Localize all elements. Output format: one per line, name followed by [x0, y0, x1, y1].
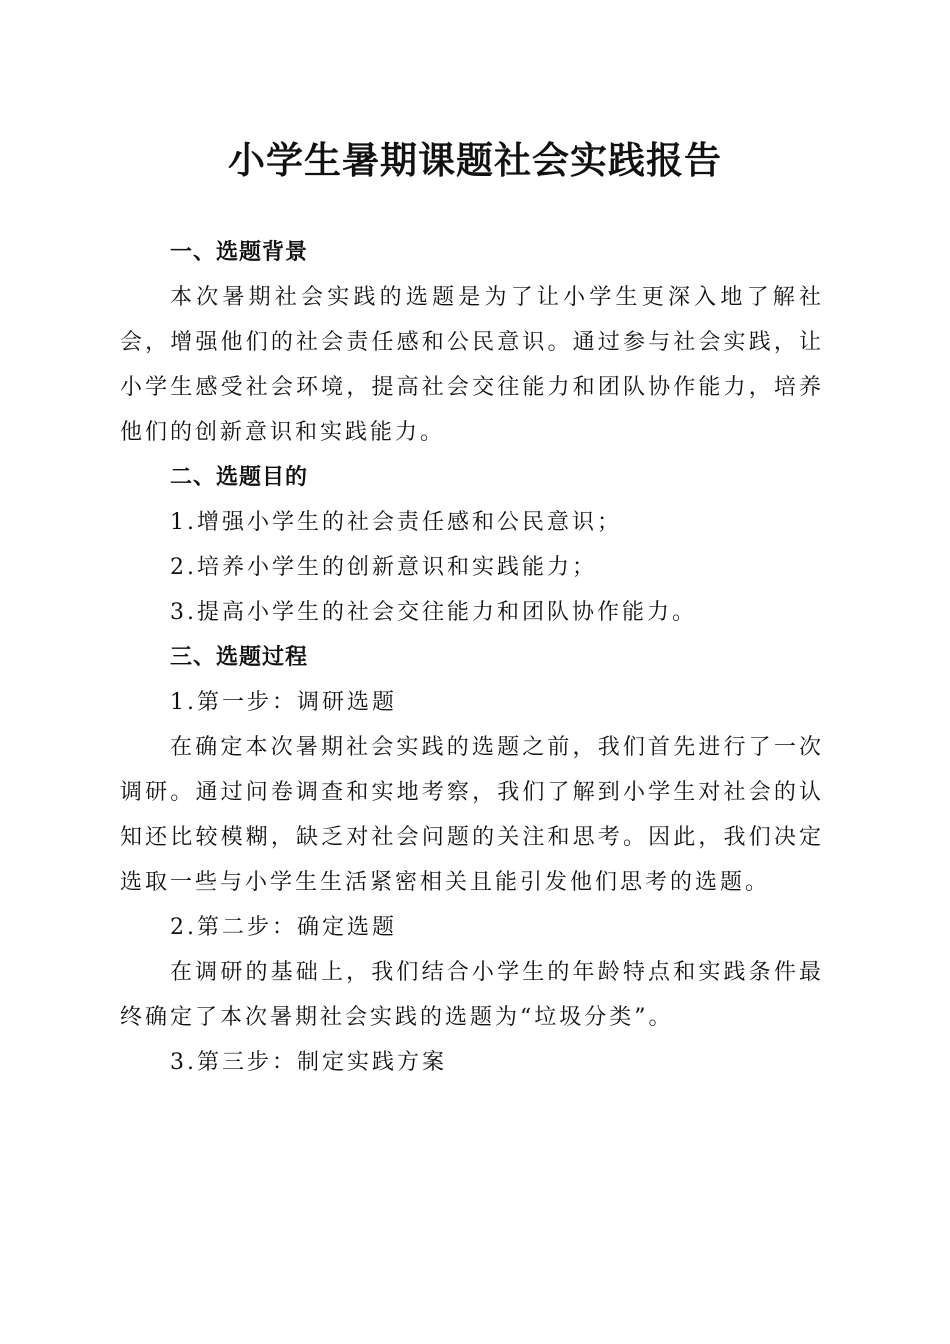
step-1-paragraph: 在确定本次暑期社会实践的选题之前，我们首先进行了一次调研。通过问卷调查和实地考察，我们了解到小学生对社会的认知还比较模糊，缺乏对社会问题的关注和思考。因此，我们决定选取一些与小学生生活紧密相关且能引发他们思考的选题。 [120, 735, 824, 895]
document-title: 小学生暑期课题社会实践报告 [228, 138, 722, 182]
section-heading-background: 一、选题背景 [170, 240, 309, 265]
purpose-item-3: 3.提高小学生的社会交往能力和团队协作能力。 [170, 600, 697, 625]
section-heading-purpose: 二、选题目的 [170, 465, 309, 490]
purpose-item-2: 2.培养小学生的创新意识和实践能力； [170, 555, 597, 580]
section-heading-process: 三、选题过程 [170, 645, 309, 670]
purpose-item-1: 1.增强小学生的社会责任感和公民意识； [170, 510, 622, 535]
background-paragraph: 本次暑期社会实践的选题是为了让小学生更深入地了解社会，增强他们的社会责任感和公民意识。通过参与社会实践，让小学生感受社会环境，提高社会交往能力和团队协作能力，培养他们的创新意识和实践能力。 [120, 285, 824, 445]
step-2-paragraph: 在调研的基础上，我们结合小学生的年龄特点和实践条件最终确定了本次暑期社会实践的选题为“垃圾分类”。 [120, 960, 824, 1030]
step-2-label: 2.第二步：确定选题 [170, 915, 397, 940]
step-3-label: 3.第三步：制定实践方案 [170, 1050, 447, 1075]
document-body [120, 230, 824, 1085]
step-1-label: 1.第一步：调研选题 [170, 690, 397, 715]
